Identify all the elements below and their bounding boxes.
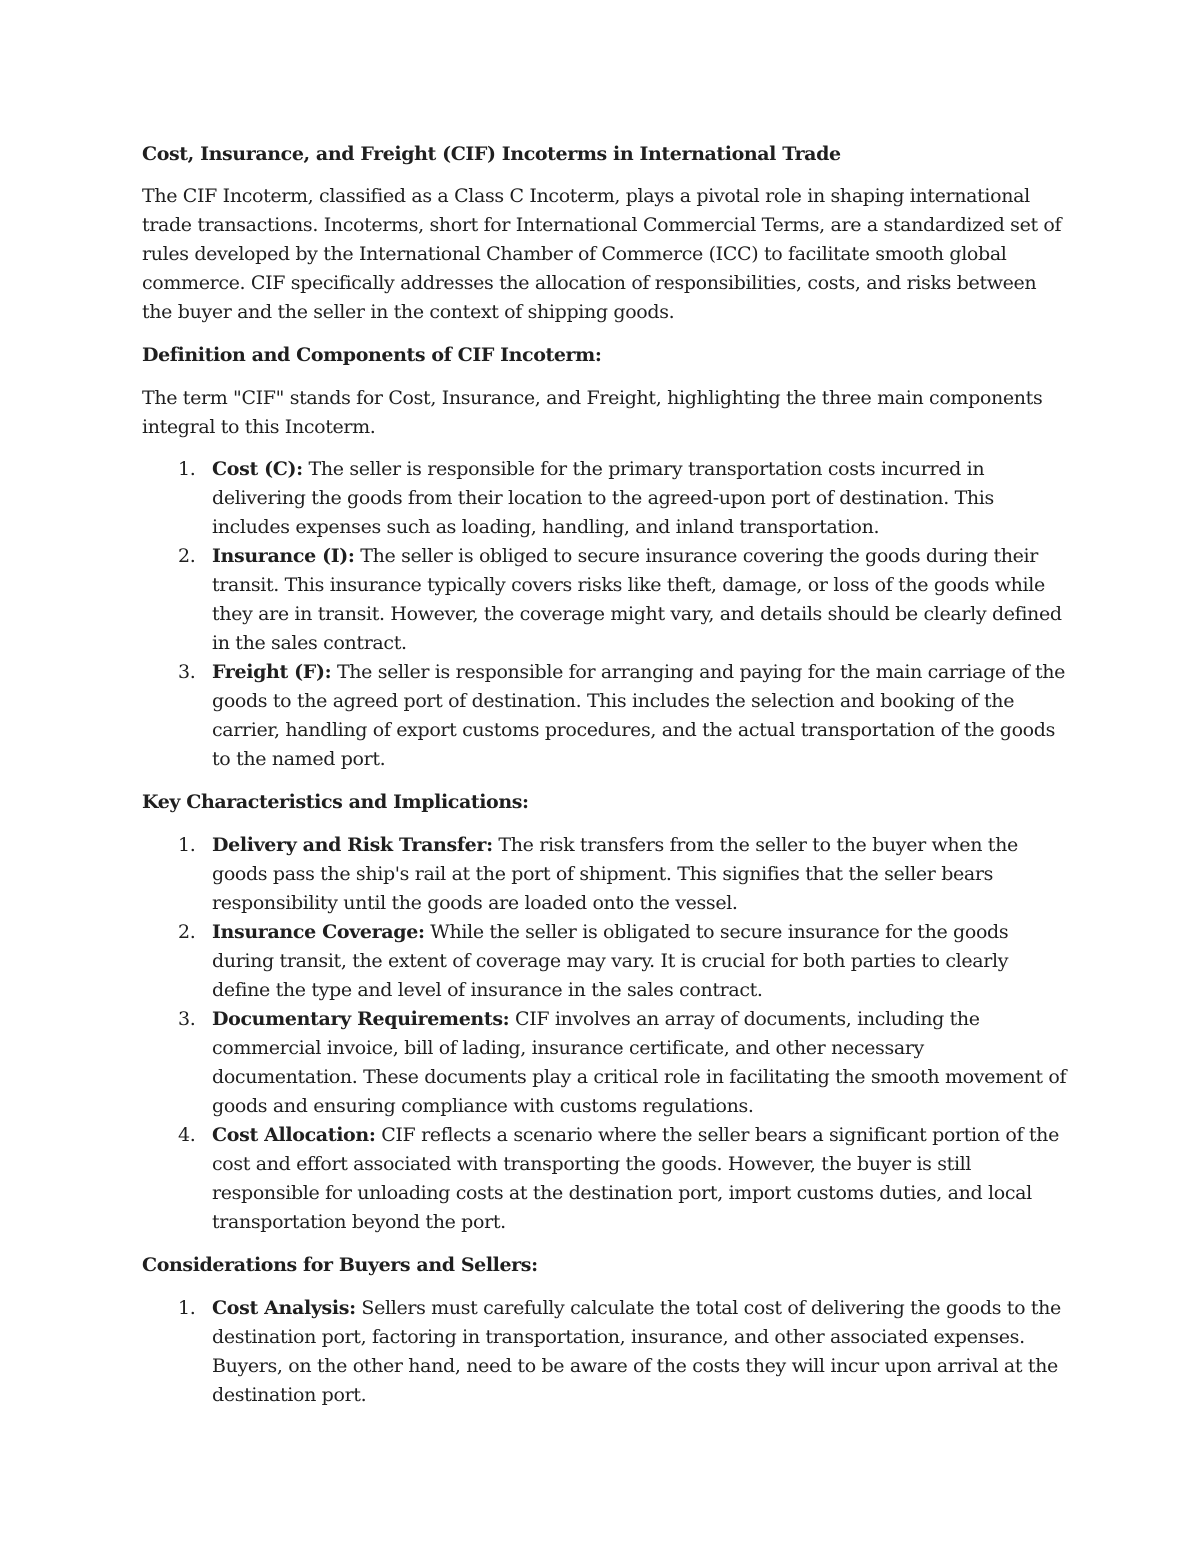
- item-text: The seller is responsible for the primary transportation costs incurred in delivering the goods from their location to the agreed-upon port of destination. This includes expenses such as loading, handling, and inland transportation.: [212, 458, 994, 538]
- list-number: 2.: [178, 921, 196, 943]
- document-page: [142, 140, 1067, 1410]
- item-term: Insurance (I):: [212, 545, 355, 567]
- item-term: Delivery and Risk Transfer:: [212, 834, 493, 856]
- section-heading-characteristics: Key Characteristics and Implications:: [142, 791, 529, 813]
- item-text: CIF reflects a scenario where the seller bears a significant portion of the cost and effort associated with transporting the goods. However, the buyer is still responsible for unloading costs at the destination port, import customs duties, and local transportation beyond the port.: [212, 1124, 1059, 1233]
- list-item: [142, 1294, 1067, 1410]
- list-item: [142, 455, 1067, 542]
- list-number: 3.: [178, 661, 196, 683]
- document-title: Cost, Insurance, and Freight (CIF) Incoterms in International Trade: [142, 143, 841, 165]
- item-term: Documentary Requirements:: [212, 1008, 510, 1030]
- list-item: [142, 658, 1067, 774]
- item-term: Cost (C):: [212, 458, 303, 480]
- item-term: Cost Allocation:: [212, 1124, 376, 1146]
- list-number: 3.: [178, 1008, 196, 1030]
- intro-paragraph: The CIF Incoterm, classified as a Class C Incoterm, plays a pivotal role in shaping international trade transactions. Incoterms, short for International Commercial Terms, are a standardized set of rules developed by the International Chamber of Commerce (ICC) to facilitate smooth global commerce. CIF specifically addresses the allocation of responsibilities, costs, and risks between the buyer and the seller in the context of shipping goods.: [142, 185, 1062, 323]
- list-number: 4.: [178, 1124, 196, 1146]
- section-heading-definition: Definition and Components of CIF Incoterm:: [142, 344, 602, 366]
- item-term: Freight (F):: [212, 661, 332, 683]
- item-text: While the seller is obligated to secure insurance for the goods during transit, the extent of coverage may vary. It is crucial for both parties to clearly define the type and level of insurance in the sales contract.: [212, 921, 1009, 1001]
- list-item: [142, 1121, 1067, 1237]
- item-term: Insurance Coverage:: [212, 921, 425, 943]
- list-number: 1.: [178, 834, 196, 856]
- item-text: CIF involves an array of documents, including the commercial invoice, bill of lading, insurance certificate, and other necessary documentation. These documents play a critical role in facilitating the smooth movement of goods and ensuring compliance with customs regulations.: [212, 1008, 1067, 1117]
- components-list: [142, 455, 1067, 774]
- list-number: 2.: [178, 545, 196, 567]
- item-text: The seller is obliged to secure insurance covering the goods during their transit. This insurance typically covers risks like theft, damage, or loss of the goods while they are in transit. However, the coverage might vary, and details should be clearly defined in the sales contract.: [212, 545, 1062, 654]
- considerations-list: [142, 1294, 1067, 1410]
- list-number: 1.: [178, 1297, 196, 1319]
- list-number: 1.: [178, 458, 196, 480]
- item-text: The risk transfers from the seller to the buyer when the goods pass the ship's rail at the port of shipment. This signifies that the seller bears responsibility until the goods are loaded onto the vessel.: [212, 834, 1018, 914]
- list-item: [142, 918, 1067, 1005]
- list-item: [142, 831, 1067, 918]
- list-item: [142, 542, 1067, 658]
- item-text: Sellers must carefully calculate the total cost of delivering the goods to the destination port, factoring in transportation, insurance, and other associated expenses. Buyers, on the other hand, need to be aware of the costs they will incur upon arrival at the destination port.: [212, 1297, 1061, 1406]
- item-term: Cost Analysis:: [212, 1297, 356, 1319]
- section-heading-considerations: Considerations for Buyers and Sellers:: [142, 1254, 538, 1276]
- item-text: The seller is responsible for arranging and paying for the main carriage of the goods to the agreed port of destination. This includes the selection and booking of the carrier, handling of export customs procedures, and the actual transportation of the goods to the named port.: [212, 661, 1066, 770]
- section-lead: The term "CIF" stands for Cost, Insurance, and Freight, highlighting the three main components integral to this Incoterm.: [142, 387, 1043, 438]
- characteristics-list: [142, 831, 1067, 1237]
- list-item: [142, 1005, 1067, 1121]
